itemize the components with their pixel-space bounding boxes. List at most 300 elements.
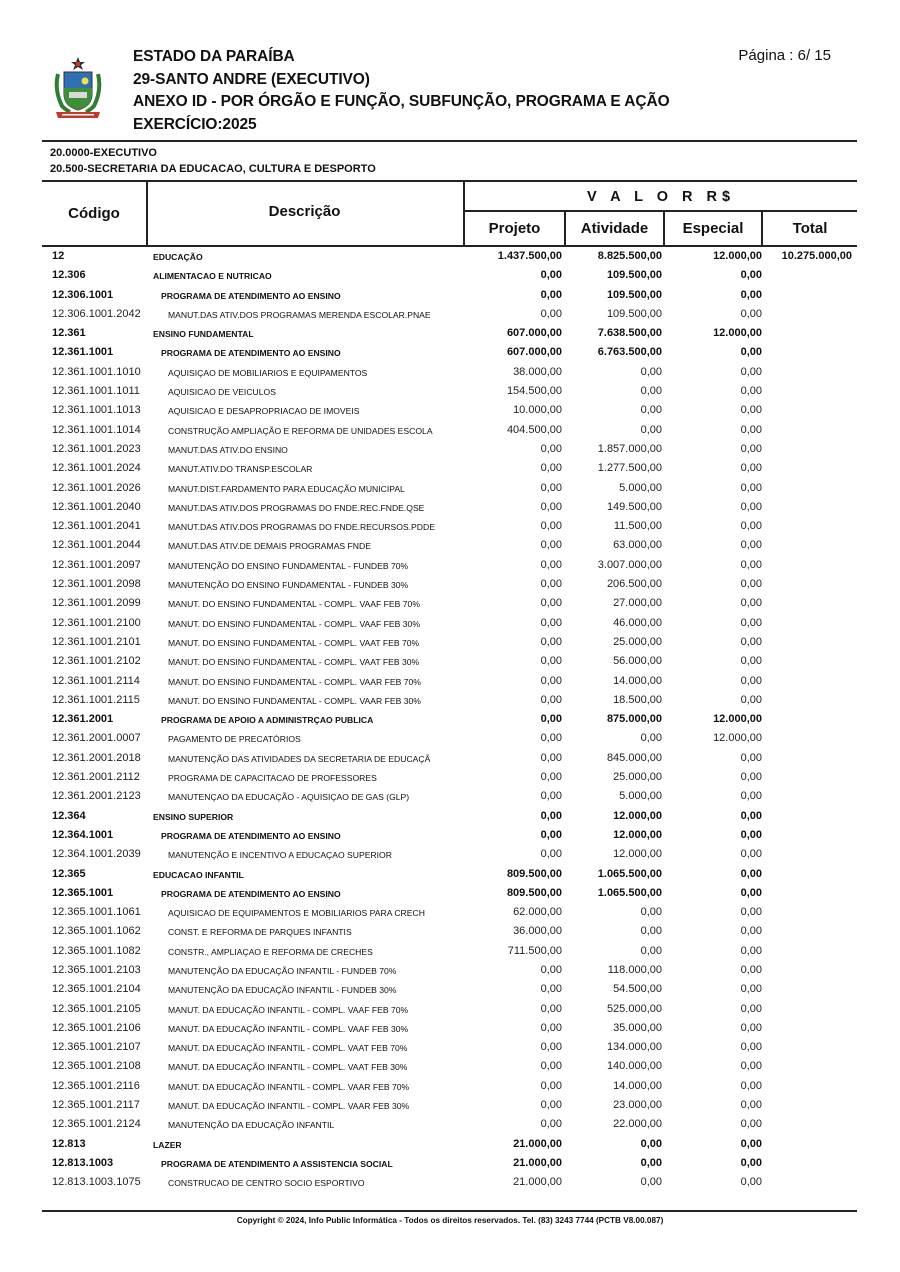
row-code: 12.813.1003.1075 (52, 1176, 141, 1189)
row-description: PROGRAMA DE ATENDIMENTO AO ENSINO (161, 348, 341, 359)
row-projeto: 0,00 (540, 616, 562, 629)
row-code: 12.361.1001.2115 (52, 693, 140, 706)
row-description: MANUT. DO ENSINO FUNDAMENTAL - COMPL. VAAR FEB 30% (168, 695, 421, 706)
row-projeto: 0,00 (540, 307, 562, 320)
row-description: PROGRAMA DE ATENDIMENTO AO ENSINO (161, 290, 341, 301)
unidade-label: 20.500-SECRETARIA DA EDUCACAO, CULTURA E DESPORTO (50, 163, 376, 175)
table-row (0, 518, 900, 537)
row-especial: 0,00 (740, 963, 762, 976)
row-atividade: 875.000,00 (606, 713, 662, 726)
row-description: CONST. E REFORMA DE PARQUES INFANTIS (168, 927, 352, 938)
row-code: 12.364 (52, 809, 86, 822)
row-description: ALIMENTACAO E NUTRICAO (153, 271, 272, 282)
row-especial: 12.000,00 (713, 713, 762, 726)
copyright-footer: Copyright © 2024, Info Public Informática - Todos os direitos reservados. Tel. (83) 3243 7744 (PCTB V8.00.087) (236, 1216, 664, 1225)
table-row (0, 1078, 900, 1097)
row-description: MANUT. DA EDUCAÇÃO INFANTIL - COMPL. VAAR FEB 30% (168, 1101, 410, 1112)
table-row (0, 480, 900, 499)
row-code: 12.361.1001.2026 (52, 481, 141, 494)
row-especial: 0,00 (740, 635, 762, 648)
table-row (0, 673, 900, 692)
row-code: 12.361.1001.2044 (52, 539, 141, 552)
row-especial: 0,00 (740, 790, 762, 803)
row-description: MANUT. DO ENSINO FUNDAMENTAL - COMPL. VAAR FEB 70% (168, 676, 421, 687)
row-description: CONSTR., AMPLIAÇAO E REFORMA DE CRECHES (168, 946, 373, 957)
column-header-atividade: Atividade (580, 220, 649, 237)
table-row (0, 576, 900, 595)
row-code: 12.361.1001 (52, 346, 114, 359)
row-projeto: 21.000,00 (513, 1156, 562, 1169)
row-description: MANUT. DA EDUCAÇÃO INFANTIL - COMPL. VAAT FEB 30% (168, 1062, 408, 1073)
row-atividade: 1.857.000,00 (597, 442, 662, 455)
state-title: ESTADO DA PARAÍBA (133, 48, 295, 65)
row-code: 12.365.1001.2124 (52, 1118, 141, 1131)
row-especial: 0,00 (740, 1099, 762, 1112)
table-row (0, 1058, 900, 1077)
row-code: 12.361.2001 (52, 713, 114, 726)
row-especial: 0,00 (740, 307, 762, 320)
row-code: 12.361 (52, 327, 86, 340)
row-projeto: 0,00 (540, 520, 562, 533)
row-description: MANUT. DA EDUCAÇÃO INFANTIL - COMPL. VAAR FEB 70% (168, 1081, 410, 1092)
row-description: MANUTENÇAO DA EDUCAÇÃO - AQUISIÇAO DE GAS (GLP) (168, 792, 410, 803)
row-atividade: 0,00 (640, 1176, 662, 1189)
row-description: PAGAMENTO DE PRECATÓRIOS (168, 734, 301, 745)
row-especial: 0,00 (740, 1060, 762, 1073)
row-atividade: 25.000,00 (613, 635, 662, 648)
row-especial: 0,00 (740, 1137, 762, 1150)
row-projeto: 62.000,00 (513, 906, 562, 919)
row-atividade: 3.007.000,00 (597, 558, 662, 571)
row-code: 12.361.2001.0007 (52, 732, 141, 745)
row-projeto: 0,00 (540, 578, 562, 591)
row-especial: 0,00 (740, 1118, 762, 1131)
row-projeto: 10.000,00 (513, 404, 562, 417)
row-especial: 0,00 (740, 597, 762, 610)
row-code: 12.813.1003 (52, 1156, 114, 1169)
column-group-valor: V A L O R R$ (586, 188, 736, 205)
row-projeto: 0,00 (540, 790, 562, 803)
table-row (0, 267, 900, 286)
row-atividade: 845.000,00 (606, 751, 662, 764)
row-description: MANUT.DAS ATIV.DOS PROGRAMAS MERENDA ESCOLAR.PNAE (168, 309, 431, 320)
row-description: MANUTENÇÃO E INCENTIVO A EDUCAÇAO SUPERIOR (168, 850, 392, 861)
page-number: Página : 6/ 15 (738, 47, 831, 64)
table-row (0, 1097, 900, 1116)
row-atividade: 109.500,00 (606, 288, 662, 301)
row-atividade: 35.000,00 (613, 1021, 662, 1034)
row-projeto: 607.000,00 (506, 327, 562, 340)
row-projeto: 1.437.500,00 (497, 250, 562, 262)
table-row (0, 885, 900, 904)
row-description: MANUT.DIST.FARDAMENTO PARA EDUCAÇÃO MUNICIPAL (168, 483, 405, 494)
table-row (0, 1174, 900, 1193)
report-header (0, 0, 900, 140)
row-projeto: 0,00 (540, 1021, 562, 1034)
table-row (0, 615, 900, 634)
row-especial: 0,00 (740, 481, 762, 494)
row-atividade: 25.000,00 (613, 771, 662, 784)
row-description: MANUTENÇÃO DA EDUCAÇÃO INFANTIL - FUNDEB 30% (168, 985, 397, 996)
row-description: AQUISIÇAO DE MOBILIARIOS E EQUIPAMENTOS (168, 367, 368, 378)
row-projeto: 0,00 (540, 693, 562, 706)
row-description: MANUT. DO ENSINO FUNDAMENTAL - COMPL. VAAT FEB 70% (168, 637, 420, 648)
row-code: 12.365.1001.2107 (52, 1041, 141, 1054)
column-header-projeto: Projeto (488, 220, 541, 237)
row-especial: 0,00 (740, 828, 762, 841)
row-especial: 0,00 (740, 751, 762, 764)
table-header (42, 180, 857, 247)
table-row (0, 730, 900, 749)
row-especial: 12.000,00 (713, 327, 762, 340)
row-description: AQUISICAO DE EQUIPAMENTOS E MOBILIARIOS PARA CRECH (168, 908, 425, 919)
row-atividade: 23.000,00 (613, 1099, 662, 1112)
row-code: 12.306.1001 (52, 288, 114, 301)
row-code: 12.365.1001.2106 (52, 1021, 141, 1034)
row-atividade: 1.065.500,00 (597, 886, 662, 899)
row-projeto: 21.000,00 (513, 1176, 562, 1189)
row-atividade: 54.500,00 (613, 983, 662, 996)
row-projeto: 0,00 (540, 481, 562, 494)
column-header-descricao: Descrição (268, 203, 341, 220)
row-especial: 0,00 (740, 848, 762, 861)
row-code: 12.365.1001.1062 (52, 925, 141, 938)
row-especial: 0,00 (740, 1002, 762, 1015)
row-description: PROGRAMA DE APOIO A ADMINISTRÇAO PUBLICA (161, 715, 374, 726)
row-atividade: 6.763.500,00 (597, 346, 662, 359)
row-atividade: 0,00 (640, 1156, 662, 1169)
row-atividade: 525.000,00 (606, 1002, 662, 1015)
row-code: 12.361.1001.2101 (52, 635, 141, 648)
row-code: 12.361.1001.2023 (52, 442, 141, 455)
row-description: MANUT. DO ENSINO FUNDAMENTAL - COMPL. VAAF FEB 30% (168, 618, 420, 629)
row-especial: 12.000,00 (713, 732, 762, 745)
row-atividade: 109.500,00 (606, 307, 662, 320)
row-description: MANUT.ATIV.DO TRANSP.ESCOLAR (168, 464, 313, 475)
table-row (0, 1116, 900, 1135)
row-projeto: 0,00 (540, 713, 562, 726)
row-projeto: 0,00 (540, 1002, 562, 1015)
row-especial: 0,00 (740, 809, 762, 822)
table-row (0, 460, 900, 479)
row-atividade: 0,00 (640, 423, 662, 436)
table-row (0, 364, 900, 383)
row-projeto: 0,00 (540, 809, 562, 822)
row-atividade: 0,00 (640, 732, 662, 745)
row-projeto: 0,00 (540, 288, 562, 301)
row-atividade: 0,00 (640, 385, 662, 398)
row-code: 12.361.1001.2114 (52, 674, 140, 687)
row-atividade: 1.277.500,00 (597, 462, 662, 475)
row-code: 12.361.2001.2112 (52, 771, 140, 784)
row-code: 12.365.1001.2105 (52, 1002, 141, 1015)
row-projeto: 0,00 (540, 751, 562, 764)
report-titles (133, 46, 670, 136)
row-especial: 0,00 (740, 269, 762, 282)
table-row (0, 1001, 900, 1020)
row-projeto: 154.500,00 (506, 385, 562, 398)
row-description: ENSINO FUNDAMENTAL (153, 329, 254, 340)
row-total: 10.275.000,00 (781, 250, 852, 262)
row-especial: 0,00 (740, 288, 762, 301)
row-especial: 0,00 (740, 365, 762, 378)
row-projeto: 0,00 (540, 771, 562, 784)
row-description: MANUT. DO ENSINO FUNDAMENTAL - COMPL. VAAF FEB 70% (168, 599, 420, 610)
table-row (0, 1020, 900, 1039)
table-row (0, 287, 900, 306)
row-especial: 0,00 (740, 462, 762, 475)
row-code: 12.361.1001.1013 (52, 404, 141, 417)
row-especial: 0,00 (740, 655, 762, 668)
row-description: PROGRAMA DE ATENDIMENTO AO ENSINO (161, 830, 341, 841)
row-especial: 0,00 (740, 674, 762, 687)
table-row (0, 981, 900, 1000)
row-description: MANUTENÇÃO DO ENSINO FUNDAMENTAL - FUNDEB 70% (168, 560, 409, 571)
table-row (0, 711, 900, 730)
row-description: MANUT.DAS ATIV.DOS PROGRAMAS DO FNDE.REC.FNDE.QSE (168, 502, 425, 513)
table-row (0, 846, 900, 865)
orgao-label: 20.0000-EXECUTIVO (50, 147, 157, 159)
row-description: PROGRAMA DE ATENDIMENTO A ASSISTENCIA SOCIAL (161, 1158, 393, 1169)
exercise-title: EXERCÍCIO:2025 (133, 115, 257, 133)
table-row (0, 499, 900, 518)
row-atividade: 0,00 (640, 906, 662, 919)
table-row (0, 962, 900, 981)
row-description: MANUT.DAS ATIV.DO ENSINO (168, 444, 288, 455)
row-code: 12.361.1001.1014 (52, 423, 141, 436)
row-especial: 0,00 (740, 1156, 762, 1169)
row-code: 12.364.1001 (52, 828, 114, 841)
table-row (0, 325, 900, 344)
row-especial: 0,00 (740, 578, 762, 591)
row-atividade: 14.000,00 (613, 1079, 662, 1092)
row-atividade: 46.000,00 (613, 616, 662, 629)
row-atividade: 1.065.500,00 (597, 867, 662, 880)
row-especial: 0,00 (740, 1041, 762, 1054)
table-row (0, 557, 900, 576)
row-especial: 0,00 (740, 558, 762, 571)
row-projeto: 0,00 (540, 963, 562, 976)
row-atividade: 109.500,00 (606, 269, 662, 282)
row-atividade: 12.000,00 (613, 848, 662, 861)
row-especial: 0,00 (740, 346, 762, 359)
row-atividade: 5.000,00 (619, 790, 662, 803)
row-code: 12.364.1001.2039 (52, 848, 141, 861)
row-projeto: 809.500,00 (506, 886, 562, 899)
table-row (0, 1136, 900, 1155)
row-code: 12.365.1001.2104 (52, 983, 141, 996)
row-code: 12.361.2001.2123 (52, 790, 141, 803)
row-description: LAZER (153, 1139, 182, 1150)
row-projeto: 0,00 (540, 732, 562, 745)
row-code: 12.365.1001.1082 (52, 944, 141, 957)
row-especial: 0,00 (740, 520, 762, 533)
row-code: 12.361.1001.2041 (52, 520, 141, 533)
row-projeto: 0,00 (540, 558, 562, 571)
row-description: MANUT. DO ENSINO FUNDAMENTAL - COMPL. VAAT FEB 30% (168, 657, 420, 668)
row-especial: 12.000,00 (713, 250, 762, 262)
row-projeto: 36.000,00 (513, 925, 562, 938)
table-row (0, 750, 900, 769)
table-row (0, 923, 900, 942)
table-row (0, 1155, 900, 1174)
row-especial: 0,00 (740, 906, 762, 919)
table-row (0, 537, 900, 556)
table-row (0, 422, 900, 441)
row-code: 12.361.1001.2099 (52, 597, 141, 610)
row-description: PROGRAMA DE CAPACITACAO DE PROFESSORES (168, 773, 377, 784)
row-especial: 0,00 (740, 693, 762, 706)
column-header-especial: Especial (682, 220, 744, 237)
row-atividade: 0,00 (640, 1137, 662, 1150)
table-row (0, 769, 900, 788)
row-atividade: 7.638.500,00 (597, 327, 662, 340)
row-especial: 0,00 (740, 1176, 762, 1189)
row-code: 12.361.1001.2040 (52, 500, 141, 513)
table-row (0, 808, 900, 827)
table-row (0, 827, 900, 846)
row-code: 12.361.1001.1010 (52, 365, 141, 378)
column-header-codigo: Código (68, 205, 120, 222)
table-row (0, 248, 900, 267)
row-description: CONSTRUCAO DE CENTRO SOCIO ESPORTIVO (168, 1178, 365, 1189)
row-projeto: 711.500,00 (507, 944, 562, 957)
entity-title: 29-SANTO ANDRE (EXECUTIVO) (133, 70, 370, 88)
row-projeto: 21.000,00 (513, 1137, 562, 1150)
row-atividade: 12.000,00 (613, 809, 662, 822)
table-row (0, 402, 900, 421)
table-row (0, 788, 900, 807)
row-especial: 0,00 (740, 925, 762, 938)
row-code: 12.361.1001.2100 (52, 616, 141, 629)
table-row (0, 943, 900, 962)
row-description: MANUTENÇÃO DAS ATIVIDADES DA SECRETARIA DE EDUCAÇÃ (168, 753, 431, 764)
row-projeto: 0,00 (540, 442, 562, 455)
row-projeto: 0,00 (540, 983, 562, 996)
table-row (0, 344, 900, 363)
row-code: 12.361.1001.1011 (52, 385, 140, 398)
row-code: 12 (52, 250, 65, 262)
row-especial: 0,00 (740, 500, 762, 513)
row-especial: 0,00 (740, 771, 762, 784)
row-projeto: 0,00 (540, 500, 562, 513)
row-code: 12.365.1001.2103 (52, 963, 141, 976)
row-especial: 0,00 (740, 616, 762, 629)
row-atividade: 8.825.500,00 (597, 250, 662, 262)
row-projeto: 0,00 (540, 462, 562, 475)
row-atividade: 18.500,00 (613, 693, 662, 706)
row-projeto: 0,00 (540, 828, 562, 841)
row-atividade: 5.000,00 (619, 481, 662, 494)
row-code: 12.361.2001.2018 (52, 751, 141, 764)
row-projeto: 0,00 (540, 1079, 562, 1092)
row-especial: 0,00 (740, 983, 762, 996)
row-projeto: 0,00 (540, 1060, 562, 1073)
row-especial: 0,00 (740, 1021, 762, 1034)
row-description: MANUTENÇÃO DO ENSINO FUNDAMENTAL - FUNDEB 30% (168, 580, 409, 591)
row-atividade: 118.000,00 (607, 963, 662, 976)
report-title: ANEXO ID - POR ÓRGÃO E FUNÇÃO, SUBFUNÇÃO, PROGRAMA E AÇÃO (133, 93, 670, 110)
row-especial: 0,00 (740, 423, 762, 436)
table-row (0, 595, 900, 614)
row-code: 12.365.1001.2117 (52, 1099, 140, 1112)
row-projeto: 0,00 (540, 635, 562, 648)
row-description: MANUT.DAS ATIV.DE DEMAIS PROGRAMAS FNDE (168, 541, 371, 552)
row-especial: 0,00 (740, 539, 762, 552)
row-projeto: 0,00 (540, 655, 562, 668)
row-projeto: 0,00 (540, 539, 562, 552)
table-row (0, 306, 900, 325)
row-projeto: 0,00 (540, 1099, 562, 1112)
row-atividade: 56.000,00 (613, 655, 662, 668)
row-description: CONSTRUÇÃO AMPLIAÇÃO E REFORMA DE UNIDADES ESCOLA (168, 425, 433, 436)
row-code: 12.365.1001.2116 (52, 1079, 140, 1092)
row-code: 12.361.1001.2097 (52, 558, 141, 571)
row-description: AQUISICAO DE VEICULOS (168, 387, 276, 398)
row-description: MANUT.DAS ATIV.DOS PROGRAMAS DO FNDE.RECURSOS.PDDE (168, 522, 435, 533)
row-projeto: 0,00 (540, 1118, 562, 1131)
row-code: 12.365 (52, 867, 86, 880)
row-projeto: 809.500,00 (506, 867, 562, 880)
row-projeto: 0,00 (540, 1041, 562, 1054)
row-atividade: 140.000,00 (606, 1060, 662, 1073)
row-atividade: 27.000,00 (613, 597, 662, 610)
table-row (0, 692, 900, 711)
row-especial: 0,00 (740, 867, 762, 880)
row-projeto: 0,00 (540, 848, 562, 861)
row-atividade: 0,00 (640, 404, 662, 417)
row-atividade: 11.500,00 (613, 520, 662, 533)
row-atividade: 0,00 (640, 944, 662, 957)
row-atividade: 0,00 (640, 365, 662, 378)
row-code: 12.306.1001.2042 (52, 307, 141, 320)
row-especial: 0,00 (740, 385, 762, 398)
row-code: 12.813 (52, 1137, 86, 1150)
row-description: AQUISICAO E DESAPROPRIACAO DE IMOVEIS (168, 406, 360, 417)
row-projeto: 38.000,00 (513, 365, 562, 378)
row-atividade: 12.000,00 (613, 828, 662, 841)
table-row (0, 866, 900, 885)
table-row (0, 1039, 900, 1058)
row-code: 12.361.1001.2098 (52, 578, 141, 591)
row-description: EDUCACAO INFANTIL (153, 869, 244, 880)
row-especial: 0,00 (740, 404, 762, 417)
table-row (0, 441, 900, 460)
row-description: MANUT. DA EDUCAÇÃO INFANTIL - COMPL. VAAF FEB 70% (168, 1004, 409, 1015)
row-atividade: 22.000,00 (613, 1118, 662, 1131)
row-code: 12.361.1001.2102 (52, 655, 141, 668)
header-divider (42, 140, 857, 142)
organization-info (50, 145, 376, 177)
row-description: ENSINO SUPERIOR (153, 811, 234, 822)
table-row (0, 634, 900, 653)
row-atividade: 206.500,00 (606, 578, 662, 591)
row-code: 12.306 (52, 269, 86, 282)
row-projeto: 0,00 (540, 597, 562, 610)
column-header-total: Total (792, 220, 828, 237)
row-projeto: 404.500,00 (506, 423, 562, 436)
row-description: EDUCAÇÃO (153, 252, 203, 262)
row-especial: 0,00 (740, 442, 762, 455)
coat-of-arms-icon (52, 56, 104, 122)
table-row (0, 653, 900, 672)
row-especial: 0,00 (740, 1079, 762, 1092)
row-description: MANUTENÇÃO DA EDUCAÇÃO INFANTIL (168, 1120, 335, 1131)
row-description: MANUTENÇÃO DA EDUCAÇÃO INFANTIL - FUNDEB 70% (168, 965, 397, 976)
table-row (0, 904, 900, 923)
row-especial: 0,00 (740, 944, 762, 957)
row-code: 12.365.1001 (52, 886, 114, 899)
